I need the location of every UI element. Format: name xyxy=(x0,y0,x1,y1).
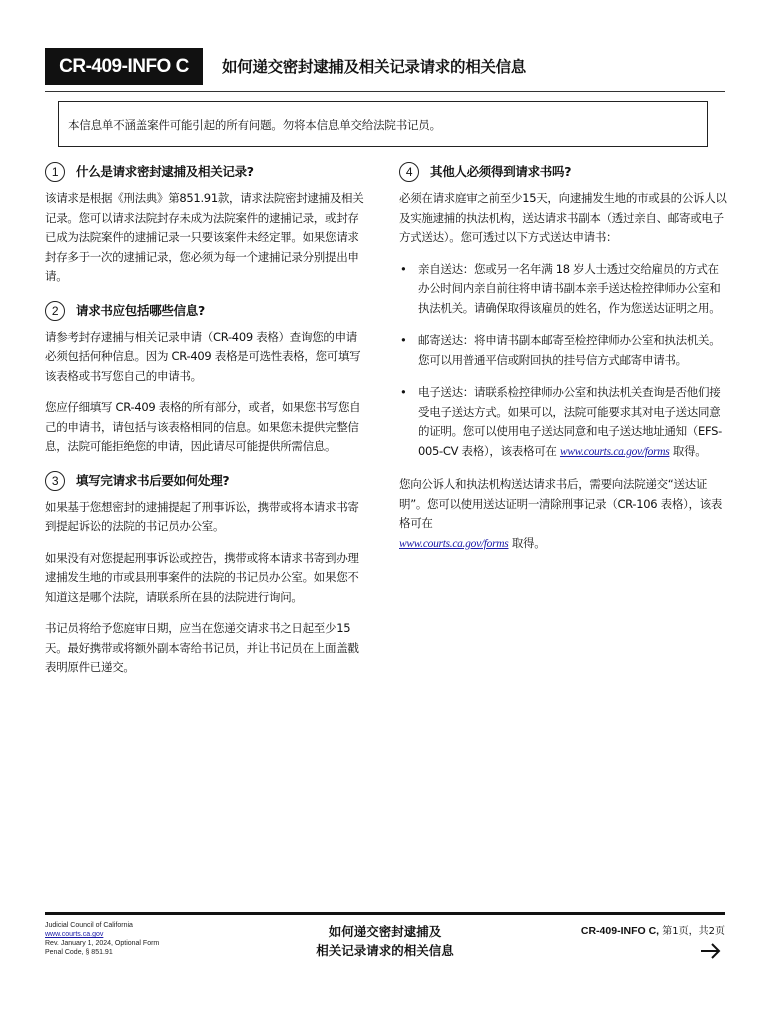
footer-title-line-2: 相关记录请求的相关信息 xyxy=(316,943,454,958)
section-1-heading xyxy=(45,160,367,184)
right-column xyxy=(399,160,729,566)
section-number-3: 3 xyxy=(45,471,65,491)
footer-revision: Rev. January 1, 2024, Optional Form xyxy=(45,940,160,947)
footer-divider xyxy=(45,912,725,915)
closing-tail: 取得。 xyxy=(511,535,546,550)
electronic-service-text: 电子送达：请联系检控律师办公室和执法机关查询是否他们接受电子送达方式。如果可以，法院可能要求其对电子送达同意的证明。您可以使用电子送达同意和电子送达地址通知（EFS-005-CV 表格），该表格可在 xyxy=(418,385,722,458)
section-2-heading xyxy=(45,299,367,323)
footer-page-info xyxy=(581,922,725,937)
section-1-paragraph: 该请求是根据《刑法典》第851.91款，请求法院密封逮捕及相关记录。您可以请求法院封存未成为法院案件的逮捕记录，或封存已成为法院案件的逮捕记录一只要该案件未经定罪。如果您请求封存多于一次的逮捕记录，您必须为每一个逮捕记录分别提出申请。 xyxy=(45,191,364,283)
form-id-badge: CR-409-INFO C xyxy=(45,48,203,85)
mail-service-text: 邮寄送达：将申请书副本邮寄至检控律师办公室和执法机关。您可以用普通平信或附回执的挂号信方式邮寄申请书。 xyxy=(418,333,721,367)
list-item-personal-service xyxy=(399,260,729,319)
bullet-icon: • xyxy=(400,333,407,347)
notice-text: 本信息单不涵盖案件可能引起的所有问题。勿将本信息单交给法院书记员。 xyxy=(68,118,441,132)
closing-text: 您向公诉人和执法机构送达请求书后，需要向法院递交“送达证明”。您可以使用送达证明一清除刑事记录（CR-106 表格），该表格可在 xyxy=(399,477,723,530)
section-4-title: 其他人必须得到请求书吗? xyxy=(430,164,572,180)
footer-statute: Penal Code, § 851.91 xyxy=(45,949,113,956)
footer-publisher: Judicial Council of California xyxy=(45,922,133,929)
section-number-4: 4 xyxy=(399,162,419,182)
footer-meta xyxy=(45,921,159,957)
section-3-paragraph: 如果基于您想密封的逮捕提起了刑事诉讼，携带或将本请求书寄到提起诉讼的法院的书记员办公室。 xyxy=(45,499,359,533)
header-divider xyxy=(45,91,725,92)
section-4-heading xyxy=(399,160,729,184)
forms-link[interactable]: www.courts.ca.gov/forms xyxy=(559,445,670,458)
bullet-icon: • xyxy=(400,261,407,276)
section-number-1: 1 xyxy=(45,162,65,182)
footer-form-id: CR-409-INFO C, xyxy=(580,925,660,937)
personal-service-text: 亲自送达：您或另一名年满 18 岁人士透过交给雇员的方式在办公时间内亲自前往将申请书副本亲手送达检控律师办公室和执法机关。请确保取得该雇员的姓名，作为您送达证明之用。 xyxy=(418,261,721,315)
list-item-mail-service xyxy=(399,331,729,370)
section-4-closing xyxy=(399,475,729,554)
section-4-intro: 必须在请求庭审之前至少15天，向逮捕发生地的市或县的公诉人以及实施逮捕的执法机构，送达请求书副本（透过亲自、邮寄或电子方式送达）。您可透过以下方式送达申请书： xyxy=(399,191,727,244)
notice-box xyxy=(58,101,708,147)
section-2-paragraph: 您应仔细填写 CR-409 表格的所有部分，或者，如果您书写您自己的申请书，请包括与该表格相同的信息。如果您未提供完整信息，法院可能拒绝您的申请，因此请尽可能提供所需信息。 xyxy=(45,400,361,453)
electronic-service-tail: 取得。 xyxy=(672,443,707,458)
footer-title-line-1: 如何递交密封逮捕及 xyxy=(328,924,442,939)
section-1-title: 什么是请求密封逮捕及相关记录? xyxy=(76,164,254,180)
section-3-paragraph: 如果没有对您提起刑事诉讼或控告，携带或将本请求书寄到办理逮捕发生地的市或县刑事案件的法院的书记员办公室。如果您不知道这是哪个法院，请联系所在县的法院进行询问。 xyxy=(45,550,359,604)
footer-website-link[interactable]: www.courts.ca.gov xyxy=(45,931,104,938)
list-item-electronic-service xyxy=(399,383,729,462)
left-column xyxy=(45,160,367,690)
section-3-title: 填写完请求书后要如何处理? xyxy=(76,472,230,488)
page-indicator: 第1页，共2页 xyxy=(662,926,725,937)
right-arrow-icon[interactable] xyxy=(700,942,722,960)
section-3-paragraph: 书记员将给予您庭审日期，应当在您递交请求书之日起至少15天。最好携带或将额外副本寄给书记员，并让书记员在上面盖戳表明原件已递交。 xyxy=(45,621,359,674)
document-title: 如何递交密封逮捕及相关记录请求的相关信息 xyxy=(222,58,527,76)
forms-link[interactable]: www.courts.ca.gov/forms xyxy=(399,537,509,550)
footer-title xyxy=(285,922,485,960)
section-3-heading xyxy=(45,469,367,493)
service-methods-list xyxy=(399,260,729,463)
section-2-paragraph: 请参考封存逮捕与相关记录申请（CR-409 表格）查询您的申请必须包括何种信息。因为 CR-409 表格是可选性表格，您可填写该表格或书写您自己的申请书。 xyxy=(45,329,361,383)
bullet-icon: • xyxy=(400,385,407,399)
section-number-2: 2 xyxy=(45,301,65,321)
section-2-title: 请求书应包括哪些信息? xyxy=(76,302,205,318)
